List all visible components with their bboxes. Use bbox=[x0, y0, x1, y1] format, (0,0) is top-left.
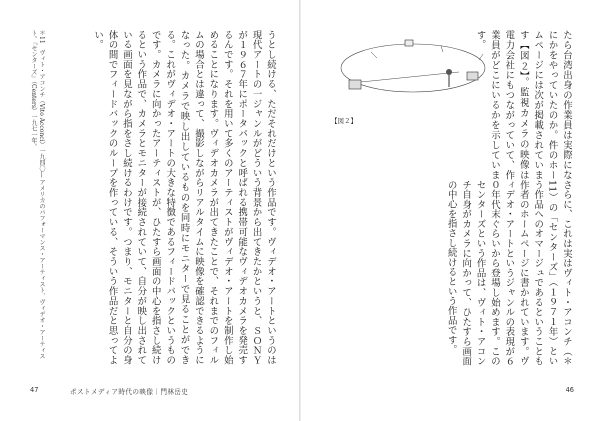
left-page bbox=[0, 0, 299, 421]
figure-caption: 【図２】 bbox=[331, 117, 357, 125]
right-page-number: 46 bbox=[565, 386, 574, 394]
figure-hub-line bbox=[361, 72, 459, 82]
figure-orbit-path bbox=[341, 44, 485, 92]
figure-camera-top bbox=[405, 40, 413, 46]
left-page-body-text: うとし続ける、ただそれだけという作品です。ヴィデオ・アートというのは現代アートの一ジャンルがどういう背景から出てきたかというと、ＳＯＮＹが１９６７年にポータパックと呼ばれる携帯可能なヴィデオカメラを発売するんです。それを用いて多くのアーティストがヴィデオ・アートを制作し始めることになります。ヴィデオカメラが出てきたことで、それまでのフィルムの場合とは違って、撮影しながらリアルタイムに映像を確認できるようになった。カメラで映し出しているものを同時にモニターで見ることができる。これがヴィデオ・アートの大きな特徴であるフィードバックというものです。カメラに向かったアーティストが、ひたすら画面の中心を指さし続けるという作品で、カメラとモニターが接続されていて、自分が映し出されている画面を見ながら指をさし続けるわけです。つまり、モニターと自分の身体の間でフィードバックのループを作っている、そういう作品だと思ってよい。 bbox=[92, 30, 276, 365]
figure-figure-person bbox=[446, 69, 452, 75]
figure-spoke-3 bbox=[479, 54, 483, 60]
figure-device-left bbox=[349, 80, 361, 89]
left-page-footnote: ＊11 ヴィト・アコンチ（Vito Acconci）一九四〇― アメリカのパフォーマンス・アーティスト、ヴィデオ・アーティスト。『センターズ』（Centers）一九七一年。 bbox=[30, 30, 45, 360]
right-page-top-text: たら台湾出身の作業員は実際になにかをやっていたのか。件のホームページには次が掲載されています【図２】。監視カメラの映像は電力会社にもつながっていて、作業員がどこにいるかを示しています。 bbox=[474, 30, 572, 180]
right-page-body-text: さらに、これは実はヴィト・アコンチ（＊11）の「センターズ」（１９７１年）という作品へのオマージュであるということも作者のホームページに書かれています。ヴィデオ・アートというジャンルの表現が６０年代末ぐらいから登場し始めます。このセンターズという作品は、ヴィト・アコンチ自身がカメラに向かって、ひたすら画面の中心を指さし続けるという作品です。 bbox=[445, 180, 572, 366]
figure-spoke-1 bbox=[371, 52, 377, 58]
figure-diagram bbox=[331, 32, 491, 102]
figure-spoke-2 bbox=[441, 46, 443, 52]
figure-device-right bbox=[467, 72, 478, 80]
running-head: ポストメディア時代の映像｜門林岳史 bbox=[70, 388, 189, 396]
right-page bbox=[301, 0, 600, 421]
left-page-number: 47 bbox=[30, 386, 39, 394]
